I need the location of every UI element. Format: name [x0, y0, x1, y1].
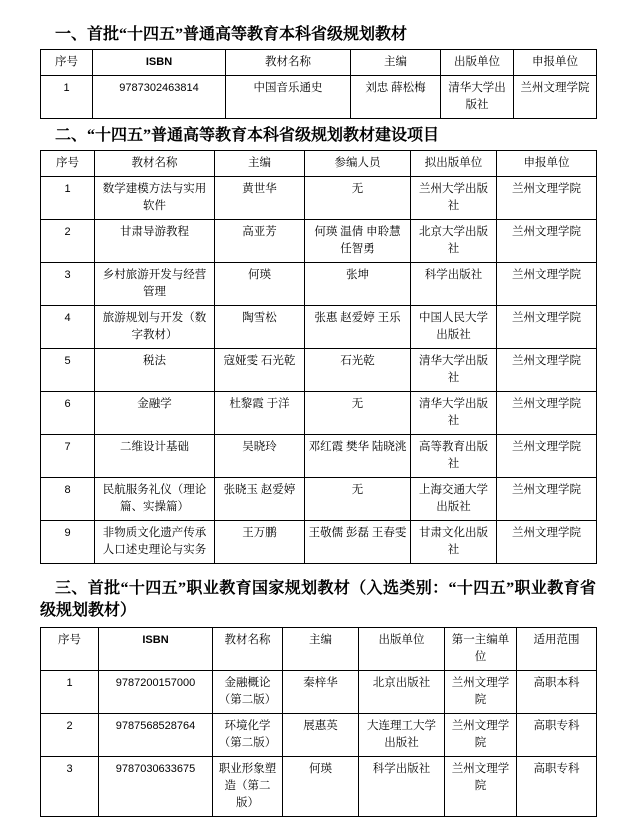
- header-cell: 拟出版单位: [411, 151, 497, 177]
- table-cell: 张坤: [305, 263, 411, 306]
- header-cell: 申报单位: [497, 151, 597, 177]
- header-cell: ISBN: [93, 50, 226, 76]
- table-cell: 数学建模方法与实用软件: [95, 177, 215, 220]
- section-1-table: [40, 49, 597, 119]
- table-cell: 上海交通大学出版社: [411, 478, 497, 521]
- table-cell: 王敬儒 彭磊 王春雯: [305, 521, 411, 564]
- table-cell: 寇娅雯 石光乾: [215, 349, 305, 392]
- table-cell: 张晓玉 赵爱婷: [215, 478, 305, 521]
- table-row: [41, 521, 597, 564]
- table-cell: 兰州文理学院: [497, 521, 597, 564]
- header-cell: ISBN: [99, 628, 213, 671]
- header-cell: 适用范围: [517, 628, 597, 671]
- table-cell: 北京出版社: [359, 671, 445, 714]
- table-cell: 兰州文理学院: [445, 714, 517, 757]
- table-cell: 兰州文理学院: [497, 478, 597, 521]
- table-row: [41, 177, 597, 220]
- table-cell: 兰州文理学院: [497, 263, 597, 306]
- table-cell: 科学出版社: [359, 757, 445, 817]
- table-cell: 旅游规划与开发（数字教材）: [95, 306, 215, 349]
- table-cell: 9: [41, 521, 95, 564]
- table-row: [41, 263, 597, 306]
- header-cell: 参编人员: [305, 151, 411, 177]
- table-cell: 无: [305, 392, 411, 435]
- table-cell: 1: [41, 76, 93, 119]
- table-cell: 刘忠 薛松梅: [351, 76, 441, 119]
- table-cell: 金融概论（第二版）: [213, 671, 283, 714]
- table-cell: 无: [305, 177, 411, 220]
- table-cell: 民航服务礼仪（理论篇、实操篇）: [95, 478, 215, 521]
- table-cell: 9787030633675: [99, 757, 213, 817]
- table-cell: 兰州文理学院: [497, 306, 597, 349]
- table-cell: 高职专科: [517, 714, 597, 757]
- section-2-title: 二、“十四五”普通高等教育本科省级规划教材建设项目: [55, 127, 440, 144]
- table-cell: 兰州文理学院: [497, 435, 597, 478]
- table-cell: 7: [41, 435, 95, 478]
- table-cell: 1: [41, 177, 95, 220]
- table-cell: 吴晓玲: [215, 435, 305, 478]
- table-cell: 金融学: [95, 392, 215, 435]
- table-cell: 清华大学出版社: [411, 349, 497, 392]
- table-cell: 王万鹏: [215, 521, 305, 564]
- table-cell: 兰州文理学院: [445, 757, 517, 817]
- table-cell: 税法: [95, 349, 215, 392]
- table-row: [41, 76, 597, 119]
- table-cell: 2: [41, 714, 99, 757]
- table-cell: 5: [41, 349, 95, 392]
- table-cell: 清华大学出版社: [411, 392, 497, 435]
- table-cell: 杜黎霞 于洋: [215, 392, 305, 435]
- table-row: [41, 306, 597, 349]
- table-cell: 科学出版社: [411, 263, 497, 306]
- table-cell: 4: [41, 306, 95, 349]
- table-cell: 黄世华: [215, 177, 305, 220]
- table-row: [41, 478, 597, 521]
- table-cell: 9787568528764: [99, 714, 213, 757]
- table-cell: 高职本科: [517, 671, 597, 714]
- table-cell: 非物质文化遗产传承人口述史理论与实务: [95, 521, 215, 564]
- table-cell: 陶雪松: [215, 306, 305, 349]
- header-cell: 主编: [351, 50, 441, 76]
- table-header-row: [41, 50, 597, 76]
- header-cell: 序号: [41, 151, 95, 177]
- table-cell: 甘肃导游教程: [95, 220, 215, 263]
- header-cell: 第一主编单位: [445, 628, 517, 671]
- table-cell: 清华大学出版社: [441, 76, 514, 119]
- section-3-title: 三、首批“十四五”职业教育国家规划教材（入选类别：“十四五”职业教育省级规划教材）: [40, 580, 596, 619]
- section-1-title: 一、首批“十四五”普通高等教育本科省级规划教材: [55, 26, 408, 43]
- table-cell: 何瑛 温倩 申聆慧 任智勇: [305, 220, 411, 263]
- table-cell: 高职专科: [517, 757, 597, 817]
- section-3-table: [40, 627, 597, 817]
- header-cell: 序号: [41, 628, 99, 671]
- table-cell: 乡村旅游开发与经营管理: [95, 263, 215, 306]
- table-cell: 大连理工大学出版社: [359, 714, 445, 757]
- table-cell: 3: [41, 263, 95, 306]
- table-row: [41, 349, 597, 392]
- table-cell: 甘肃文化出版社: [411, 521, 497, 564]
- table-cell: 9787200157000: [99, 671, 213, 714]
- header-cell: 序号: [41, 50, 93, 76]
- table-cell: 兰州文理学院: [514, 76, 597, 119]
- table-cell: 张惠 赵爱婷 王乐: [305, 306, 411, 349]
- table-cell: 1: [41, 671, 99, 714]
- table-row: [41, 220, 597, 263]
- table-row: [41, 671, 597, 714]
- table-cell: 职业形象塑造（第二版）: [213, 757, 283, 817]
- table-cell: 兰州文理学院: [497, 349, 597, 392]
- table-header-row: [41, 628, 597, 671]
- header-cell: 主编: [215, 151, 305, 177]
- header-cell: 教材名称: [213, 628, 283, 671]
- table-cell: 6: [41, 392, 95, 435]
- table-row: [41, 392, 597, 435]
- table-cell: 二维设计基础: [95, 435, 215, 478]
- table-cell: 高等教育出版社: [411, 435, 497, 478]
- table-cell: 2: [41, 220, 95, 263]
- table-row: [41, 757, 597, 817]
- table-cell: 中国人民大学出版社: [411, 306, 497, 349]
- table-row: [41, 435, 597, 478]
- table-cell: 石光乾: [305, 349, 411, 392]
- table-cell: 兰州文理学院: [445, 671, 517, 714]
- table-cell: 兰州大学出版社: [411, 177, 497, 220]
- table-cell: 展惠英: [283, 714, 359, 757]
- table-cell: 邓红霞 樊华 陆晓洮: [305, 435, 411, 478]
- table-cell: 8: [41, 478, 95, 521]
- table-row: [41, 714, 597, 757]
- header-cell: 教材名称: [226, 50, 351, 76]
- header-cell: 出版单位: [359, 628, 445, 671]
- table-cell: 环境化学（第二版）: [213, 714, 283, 757]
- table-cell: 无: [305, 478, 411, 521]
- header-cell: 出版单位: [441, 50, 514, 76]
- table-cell: 3: [41, 757, 99, 817]
- section-2-table: [40, 150, 597, 564]
- table-cell: 兰州文理学院: [497, 177, 597, 220]
- table-cell: 何瑛: [283, 757, 359, 817]
- header-cell: 教材名称: [95, 151, 215, 177]
- table-cell: 中国音乐通史: [226, 76, 351, 119]
- header-cell: 申报单位: [514, 50, 597, 76]
- header-cell: 主编: [283, 628, 359, 671]
- table-cell: 高亚芳: [215, 220, 305, 263]
- table-cell: 何瑛: [215, 263, 305, 306]
- table-cell: 兰州文理学院: [497, 392, 597, 435]
- table-header-row: [41, 151, 597, 177]
- table-cell: 北京大学出版社: [411, 220, 497, 263]
- table-cell: 9787302463814: [93, 76, 226, 119]
- table-cell: 兰州文理学院: [497, 220, 597, 263]
- table-cell: 秦梓华: [283, 671, 359, 714]
